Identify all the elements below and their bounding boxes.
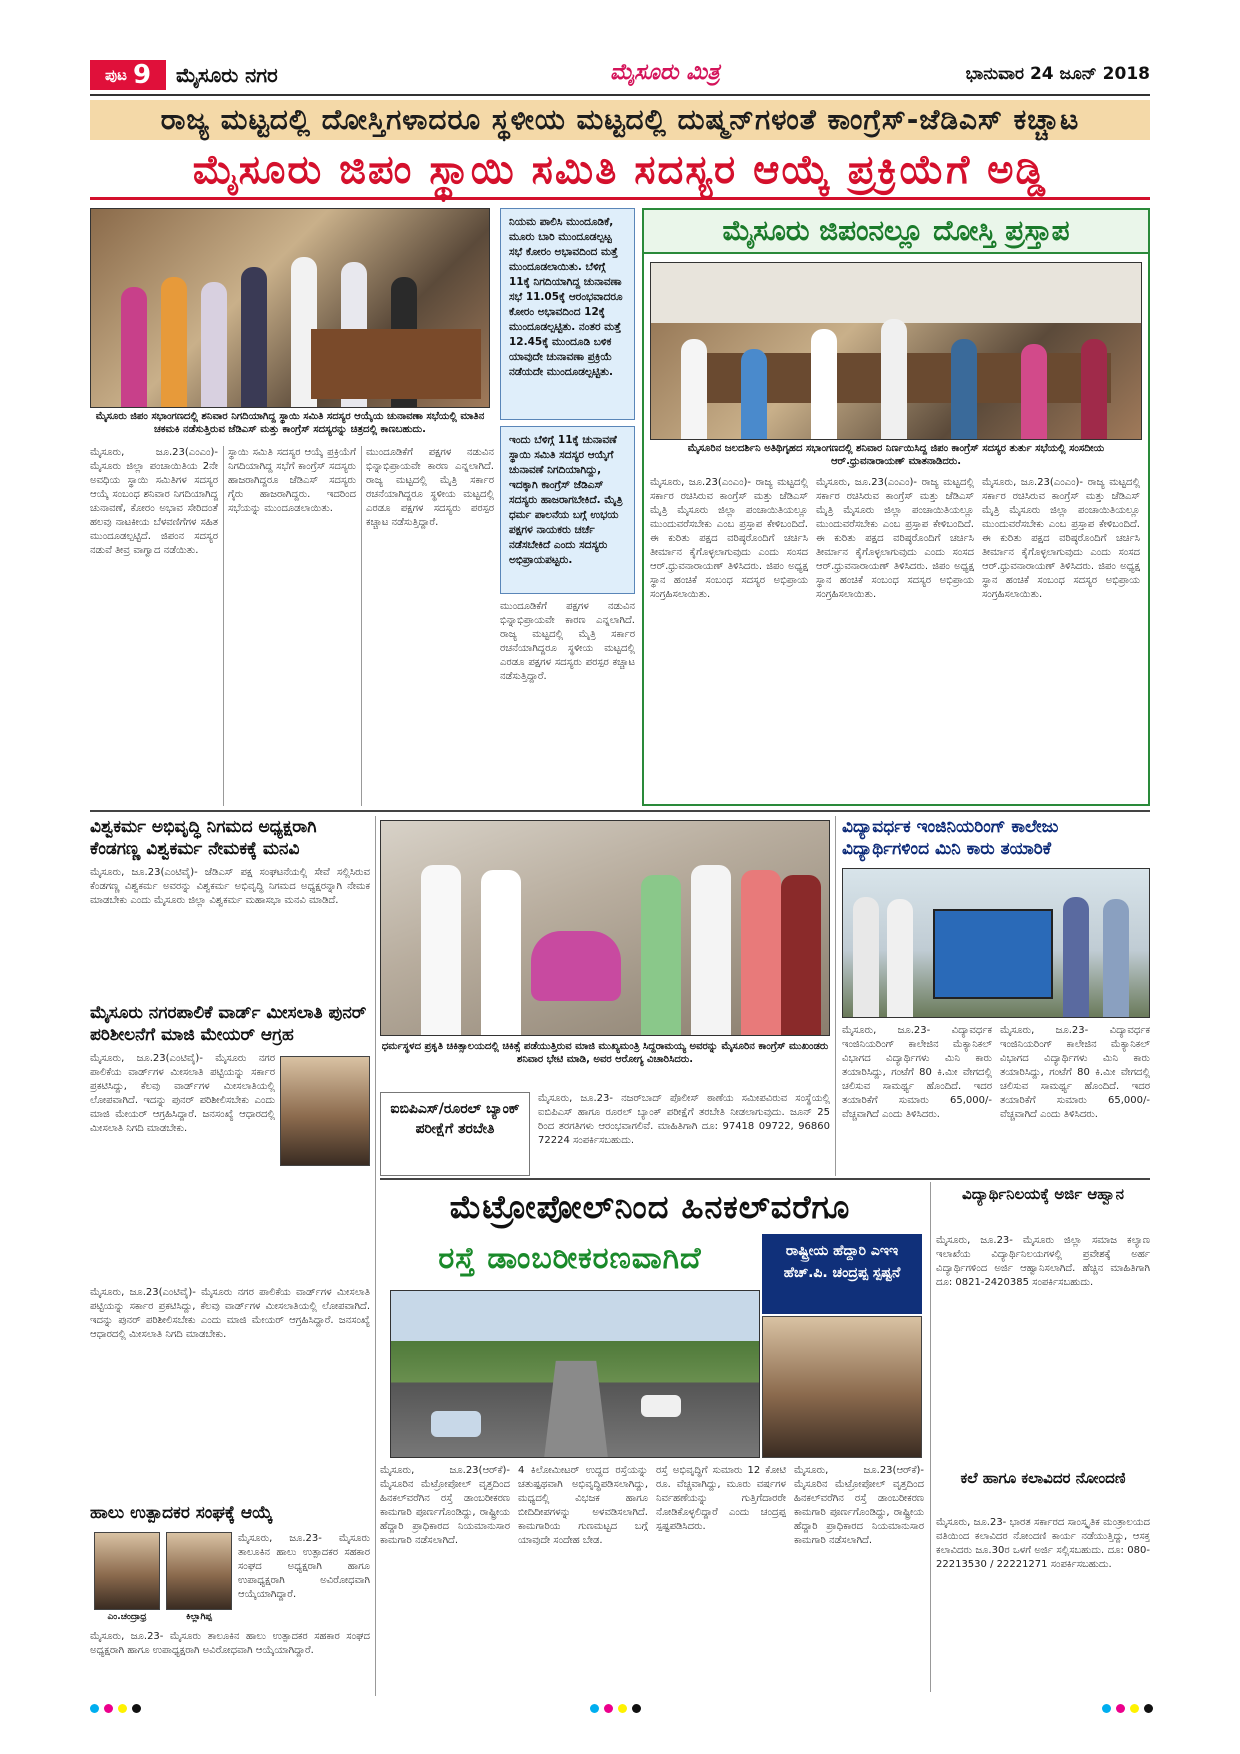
bank-coaching-box: ಐಬಿಪಿಎಸ್/ರೂರಲ್ ಬ್ಯಾಂಕ್ ಪರೀಕ್ಷೆಗೆ ತರಬೇತಿ bbox=[380, 1092, 530, 1176]
column-divider bbox=[361, 446, 362, 806]
former-mayor-portrait bbox=[280, 1056, 370, 1166]
dairy-president-photo bbox=[94, 1532, 160, 1610]
dairy-vice-president-name: ಕಿಲ್ಲಾಗಿಪ್ಪ bbox=[186, 1612, 212, 1622]
visit-photo-caption: ಧರ್ಮಸ್ಥಳದ ಪ್ರಕೃತಿ ಚಿಕಿತ್ಸಾಲಯದಲ್ಲಿ ಚಿಕಿತ್ಸೆ ಪಡೆಯುತ್ತಿರುವ ಮಾಜಿ ಮುಖ್ಯಮಂತ್ರಿ ಸಿದ್ದರಾಮಯ್ಯ ಅವರನ್ನು ಮೈಸೂರಿನ ಕಾಂಗ್ರೆಸ್ ಮುಖಂಡರು ಶನಿವಾರ ಭೇಟಿ ಮಾಡಿ, ಅವರ ಆರೋಗ್ಯ ವಿಚಾರಿಸಿದರು. bbox=[380, 1040, 830, 1084]
ward-headline: ಮೈಸೂರು ನಗರಪಾಲಿಕೆ ವಾರ್ಡ್ ಮೀಸಲಾತಿ ಪುನರ್ ಪರಿಶೀಲನೆಗೆ ಮಾಜಿ ಮೇಯರ್ ಆಗ್ರಹ bbox=[90, 1003, 367, 1045]
page-label: ಪುಟ bbox=[104, 66, 127, 84]
lead-body-col-1: ಮೈಸೂರು, ಜೂ.23(ಎಂಎಂ)- ಮೈಸೂರು ಜಿಲ್ಲಾ ಪಂಚಾಯಿತಿಯ 2ನೇ ಅವಧಿಯ ಸ್ಥಾಯಿ ಸಮಿತಿಗಳ ಸದಸ್ಯರ ಆಯ್ಕೆ ಸಂಬಂಧ ಶನಿವಾರ ನಿಗದಿಯಾಗಿದ್ದ ಚುನಾವಣೆ, ಕೋರಂ ಅಭಾವ ಸೇರಿದಂತೆ ಹಲವು ನಾಟಕೀಯ ಬೆಳವಣಿಗೆಗಳ ಸಹಿತ ಮುಂದೂಡಲ್ಪಟ್ಟಿದೆ. ಜಿಪಂನ ಸದಸ್ಯರ ನಡುವೆ ತೀವ್ರ ವಾಗ್ವಾದ ನಡೆಯಿತು. bbox=[90, 447, 218, 556]
column-divider bbox=[930, 1182, 931, 1692]
dosti-photo-caption: ಮೈಸೂರಿನ ಜಲದರ್ಶಿನಿ ಅತಿಥಿಗೃಹದ ಸಭಾಂಗಣದಲ್ಲಿ ಶನಿವಾರ ನಿರ್ಣಯಿಸಿದ್ದ ಜಿಪಂ ಕಾಂಗ್ರೆಸ್ ಸದಸ್ಯರ ತುರ್ತು ಸಭೆಯಲ್ಲಿ ಸಂಸದೀಯ ಆರ್.ಧ್ರುವನಾರಾಯಣ್ ಮಾತನಾಡಿದರು. bbox=[650, 442, 1142, 470]
council-photo-caption: ಮೈಸೂರು ಜಿಪಂ ಸಭಾಂಗಣದಲ್ಲಿ ಶನಿವಾರ ನಿಗದಿಯಾಗಿದ್ದ ಸ್ಥಾಯಿ ಸಮಿತಿ ಸದಸ್ಯರ ಆಯ್ಕೆಯ ಚುನಾವಣಾ ಸಭೆಯಲ್ಲಿ ಮಾತಿನ ಚಕಮಕಿ ನಡೆಸುತ್ತಿರುವ ಜೆಡಿಎಸ್ ಮತ್ತು ಕಾಂಗ್ರೆಸ್ ಸದಸ್ಯರನ್ನು ಚಿತ್ರದಲ್ಲಿ ಕಾಣಬಹುದು. bbox=[90, 410, 490, 440]
column-divider bbox=[375, 816, 376, 1696]
metro-body-col-4: ಮೈಸೂರು, ಜೂ.23(ಆರ್‌ಕೆ)- ಮೈಸೂರಿನ ಮೆಟ್ರೋಪೋಲ್ ವೃತ್ತದಿಂದ ಹಿನಕಲ್‌ವರೆಗಿನ ರಸ್ತೆ ಡಾಂಬರೀಕರಣ ಕಾಮಗಾರಿ ಪೂರ್ಣಗೊಂಡಿದ್ದು, ರಾಷ್ಟ್ರೀಯ ಹೆದ್ದಾರಿ ಪ್ರಾಧಿಕಾರದ ನಿಯಮಾನುಸಾರ ಕಾಮಗಾರಿ ನಡೆಸಲಾಗಿದೆ. bbox=[794, 1465, 924, 1546]
metro-headline: ಮೆಟ್ರೋಪೋಲ್‌ನಿಂದ ಹಿನಕಲ್‌ವರೆಗೂ bbox=[449, 1187, 851, 1226]
vishwakarma-body: ಮೈಸೂರು, ಜೂ.23(ಎಂಟಿವೈ)- ಜೆಡಿಎಸ್ ಪಕ್ಷ ಸಂಘಟನೆಯಲ್ಲಿ ಸೇವೆ ಸಲ್ಲಿಸಿರುವ ಕೆಂಡಗಣ್ಣ ವಿಶ್ವಕರ್ಮ ಅವರನ್ನು ವಿಶ್ವಕರ್ಮ ಅಭಿವೃದ್ಧಿ ನಿಗಮದ ಅಧ್ಯಕ್ಷರನ್ನಾಗಿ ನೇಮಕ ಮಾಡಬೇಕು ಎಂದು ಮೈಸೂರು ಜಿಲ್ಲಾ ವಿಶ್ವಕರ್ಮ ಮಹಾಸಭಾ ಮನವಿ ಮಾಡಿದೆ. bbox=[90, 867, 370, 906]
section-name: ಮೈಸೂರು ನಗರ bbox=[176, 63, 278, 87]
lead-body-col-2: ಸ್ಥಾಯಿ ಸಮಿತಿ ಸದಸ್ಯರ ಆಯ್ಕೆ ಪ್ರಕ್ರಿಯೆಗೆ ನಿಗದಿಯಾಗಿದ್ದ ಸಭೆಗೆ ಕಾಂಗ್ರೆಸ್ ಸದಸ್ಯರು ಹಾಜರಾಗಿದ್ದರೂ ಜೆಡಿಎಸ್ ಸದಸ್ಯರು ಗೈರು ಹಾಜರಾಗಿದ್ದರು. ಇದರಿಂದ ಸಭೆಯನ್ನು ಮುಂದೂಡಲಾಯಿತು. bbox=[228, 447, 356, 514]
mini-car-body-col-2: ಮೈಸೂರು, ಜೂ.23- ವಿದ್ಯಾವರ್ಧಕ ಇಂಜಿನಿಯರಿಂಗ್ ಕಾಲೇಜಿನ ಮೆಕ್ಯಾನಿಕಲ್ ವಿಭಾಗದ ವಿದ್ಯಾರ್ಥಿಗಳು ಮಿನಿ ಕಾರು ತಯಾರಿಸಿದ್ದು, ಗಂಟೆಗೆ 80 ಕಿ.ಮೀ ವೇಗದಲ್ಲಿ ಚಲಿಸುವ ಸಾಮರ್ಥ್ಯ ಹೊಂದಿದೆ. ಇದರ ತಯಾರಿಕೆಗೆ ಸುಮಾರು 65,000/- ವೆಚ್ಚವಾಗಿದೆ ಎಂದು ತಿಳಿಸಿದರು. bbox=[1000, 1025, 1150, 1120]
road-photo bbox=[390, 1290, 760, 1458]
column-divider bbox=[223, 446, 224, 806]
mini-car-photo bbox=[842, 868, 1150, 1018]
pull-quote-1: ನಿಯಮ ಪಾಲಿಸಿ ಮುಂದೂಡಿಕೆ, ಮೂರು ಬಾರಿ ಮುಂದೂಡಲ್ಪಟ್ಟ ಸಭೆ ಕೋರಂ ಅಭಾವದಿಂದ ಮತ್ತೆ ಮುಂದೂಡಲಾಯಿತು. ಬೆಳಿಗ್ಗೆ 11ಕ್ಕೆ ನಿಗದಿಯಾಗಿದ್ದ ಚುನಾವಣಾ ಸಭೆ 11.05ಕ್ಕೆ ಆರಂಭವಾದರೂ ಕೋರಂ ಅಭಾವದಿಂದ 12ಕ್ಕೆ ಮುಂದೂಡಲ್ಪಟ್ಟಿತು. ನಂತರ ಮತ್ತೆ 12.45ಕ್ಕೆ ಮುಂದೂಡಿ ಬಳಿಕ ಯಾವುದೇ ಚುನಾವಣಾ ಪ್ರಕ್ರಿಯೆ ನಡೆಯದೇ ಮುಂದೂಡಲ್ಪಟ್ಟಿತು. bbox=[500, 208, 635, 420]
mini-car-body-col-1: ಮೈಸೂರು, ಜೂ.23- ವಿದ್ಯಾವರ್ಧಕ ಇಂಜಿನಿಯರಿಂಗ್ ಕಾಲೇಜಿನ ಮೆಕ್ಯಾನಿಕಲ್ ವಿಭಾಗದ ವಿದ್ಯಾರ್ಥಿಗಳು ಮಿನಿ ಕಾರು ತಯಾರಿಸಿದ್ದು, ಗಂಟೆಗೆ 80 ಕಿ.ಮೀ ವೇಗದಲ್ಲಿ ಚಲಿಸುವ ಸಾಮರ್ಥ್ಯ ಹೊಂದಿದೆ. ಇದರ ತಯಾರಿಕೆಗೆ ಸುಮಾರು 65,000/- ವೆಚ್ಚವಾಗಿದೆ ಎಂದು ತಿಳಿಸಿದರು. bbox=[842, 1025, 992, 1120]
lead-body-col-3: ಮುಂದೂಡಿಕೆಗೆ ಪಕ್ಷಗಳ ನಡುವಿನ ಭಿನ್ನಾಭಿಪ್ರಾಯವೇ ಕಾರಣ ಎನ್ನಲಾಗಿದೆ. ರಾಜ್ಯ ಮಟ್ಟದಲ್ಲಿ ಮೈತ್ರಿ ಸರ್ಕಾರ ರಚನೆಯಾಗಿದ್ದರೂ ಸ್ಥಳೀಯ ಮಟ್ಟದಲ್ಲಿ ಎರಡೂ ಪಕ್ಷಗಳ ಸದಸ್ಯರು ಪರಸ್ಪರ ಕಚ್ಚಾಟ ನಡೆಸುತ್ತಿದ್ದಾರೆ. bbox=[366, 447, 494, 528]
dosti-headline: ಮೈಸೂರು ಜಿಪಂನಲ್ಲೂ ದೋಸ್ತಿ ಪ್ರಸ್ತಾಪ bbox=[644, 210, 1148, 254]
page-number-tag bbox=[90, 60, 166, 90]
lead-kicker: ರಾಜ್ಯ ಮಟ್ಟದಲ್ಲಿ ದೋಸ್ತಿಗಳಾದರೂ ಸ್ಥಳೀಯ ಮಟ್ಟದಲ್ಲಿ ದುಷ್ಮನ್‌ಗಳಂತೆ ಕಾಂಗ್ರೆಸ್-ಜೆಡಿಎಸ್ ಕಚ್ಚಾಟ bbox=[90, 100, 1150, 140]
dosti-body-col-1: ಮೈಸೂರು, ಜೂ.23(ಎಂಎಂ)- ರಾಜ್ಯ ಮಟ್ಟದಲ್ಲಿ ಸರ್ಕಾರ ರಚಿಸಿರುವ ಕಾಂಗ್ರೆಸ್ ಮತ್ತು ಜೆಡಿಎಸ್ ಮೈತ್ರಿ ಮೈಸೂರು ಜಿಲ್ಲಾ ಪಂಚಾಯಿತಿಯಲ್ಲೂ ಮುಂದುವರೆಸಬೇಕು ಎಂಬ ಪ್ರಸ್ತಾಪ ಕೇಳಿಬಂದಿದೆ. ಈ ಕುರಿತು ಪಕ್ಷದ ವರಿಷ್ಠರೊಂದಿಗೆ ಚರ್ಚಿಸಿ ತೀರ್ಮಾನ ಕೈಗೊಳ್ಳಲಾಗುವುದು ಎಂದು ಸಂಸದ ಆರ್.ಧ್ರುವನಾರಾಯಣ್ ತಿಳಿಸಿದರು. ಜಿಪಂ ಅಧ್ಯಕ್ಷ ಸ್ಥಾನ ಹಂಚಿಕೆ ಸಂಬಂಧ ಸದಸ್ಯರ ಅಭಿಪ್ರಾಯ ಸಂಗ್ರಹಿಸಲಾಯಿತು. bbox=[650, 477, 808, 600]
dairy-society-body: ಮೈಸೂರು, ಜೂ.23- ಮೈಸೂರು ತಾಲೂಕಿನ ಹಾಲು ಉತ್ಪಾದಕರ ಸಹಕಾರ ಸಂಘದ ಅಧ್ಯಕ್ಷರಾಗಿ ಹಾಗೂ ಉಪಾಧ್ಯಕ್ಷರಾಗಿ ಅವಿರೋಧವಾಗಿ ಆಯ್ಕೆಯಾಗಿದ್ದಾರೆ. bbox=[238, 1533, 370, 1600]
dairy-society-headline: ಹಾಲು ಉತ್ಪಾದಕರ ಸಂಘಕ್ಕೆ ಆಯ್ಕೆ bbox=[90, 1503, 273, 1523]
registration-marks-center bbox=[590, 1704, 641, 1713]
issue-date: ಭಾನುವಾರ 24 ಜೂನ್ 2018 bbox=[965, 64, 1150, 84]
newspaper-page bbox=[90, 58, 1150, 1718]
dosti-story-box bbox=[642, 208, 1150, 806]
page-number: 9 bbox=[132, 60, 152, 90]
metro-body-col-2: 4 ಕಿಲೋಮೀಟರ್ ಉದ್ದದ ರಸ್ತೆಯನ್ನು ಚತುಷ್ಪಥವಾಗಿ ಅಭಿವೃದ್ಧಿಪಡಿಸಲಾಗಿದ್ದು, ಮಧ್ಯದಲ್ಲಿ ವಿಭಜಕ ಹಾಗೂ ಬೀದಿದೀಪಗಳನ್ನು ಅಳವಡಿಸಲಾಗಿದೆ. ಕಾಮಗಾರಿಯ ಗುಣಮಟ್ಟದ ಬಗ್ಗೆ ಯಾವುದೇ ಸಂದೇಹ ಬೇಡ. bbox=[518, 1465, 648, 1546]
siddaramaiah-visit-photo bbox=[380, 820, 830, 1036]
metro-subhead: ರಸ್ತೆ ಡಾಂಬರೀಕರಣವಾಗಿದೆ bbox=[438, 1240, 702, 1276]
lead-continued-text: ಮುಂದೂಡಿಕೆಗೆ ಪಕ್ಷಗಳ ನಡುವಿನ ಭಿನ್ನಾಭಿಪ್ರಾಯವೇ ಕಾರಣ ಎನ್ನಲಾಗಿದೆ. ರಾಜ್ಯ ಮಟ್ಟದಲ್ಲಿ ಮೈತ್ರಿ ಸರ್ಕಾರ ರಚನೆಯಾಗಿದ್ದರೂ ಸ್ಥಳೀಯ ಮಟ್ಟದಲ್ಲಿ ಎರಡೂ ಪಕ್ಷಗಳ ಸದಸ್ಯರು ಪರಸ್ಪರ ಕಚ್ಚಾಟ ನಡೆಸುತ್ತಿದ್ದಾರೆ. bbox=[500, 601, 635, 682]
vishwakarma-headline: ವಿಶ್ವಕರ್ಮ ಅಭಿವೃದ್ಧಿ ನಿಗಮದ ಅಧ್ಯಕ್ಷರಾಗಿ ಕೆಂಡಗಣ್ಣ ವಿಶ್ವಕರ್ಮ ನೇಮಕಕ್ಕೆ ಮನವಿ bbox=[90, 817, 317, 859]
column-divider bbox=[835, 816, 836, 1176]
hostel-headline: ವಿದ್ಯಾರ್ಥಿನಿಲಯಕ್ಕೆ ಅರ್ಜಿ ಆಹ್ವಾನ bbox=[962, 1185, 1124, 1203]
registration-marks-left bbox=[90, 1704, 141, 1713]
section-divider bbox=[90, 810, 1150, 812]
dairy-society-body-continued: ಮೈಸೂರು, ಜೂ.23- ಮೈಸೂರು ತಾಲೂಕಿನ ಹಾಲು ಉತ್ಪಾದಕರ ಸಹಕಾರ ಸಂಘದ ಅಧ್ಯಕ್ಷರಾಗಿ ಹಾಗೂ ಉಪಾಧ್ಯಕ್ಷರಾಗಿ ಅವಿರೋಧವಾಗಿ ಆಯ್ಕೆಯಾಗಿದ್ದಾರೆ. bbox=[90, 1631, 370, 1656]
artist-registration-body: ಮೈಸೂರು, ಜೂ.23- ಭಾರತ ಸರ್ಕಾರದ ಸಾಂಸ್ಕೃತಿಕ ಮಂತ್ರಾಲಯದ ವತಿಯಿಂದ ಕಲಾವಿದರ ನೋಂದಣಿ ಕಾರ್ಯ ನಡೆಯುತ್ತಿದ್ದು, ಆಸಕ್ತ ಕಲಾವಿದರು ಜೂ.30ರ ಒಳಗೆ ಅರ್ಜಿ ಸಲ್ಲಿಸಬಹುದು. ದೂ: 080-22213530 / 22221271 ಸಂಪರ್ಕಿಸಬಹುದು. bbox=[936, 1517, 1150, 1570]
masthead-rule bbox=[90, 94, 1150, 96]
hostel-body: ಮೈಸೂರು, ಜೂ.23- ಮೈಸೂರು ಜಿಲ್ಲಾ ಸಮಾಜ ಕಲ್ಯಾಣ ಇಲಾಖೆಯ ವಿದ್ಯಾರ್ಥಿನಿಲಯಗಳಲ್ಲಿ ಪ್ರವೇಶಕ್ಕೆ ಅರ್ಹ ವಿದ್ಯಾರ್ಥಿಗಳಿಂದ ಅರ್ಜಿ ಆಹ್ವಾನಿಸಲಾಗಿದೆ. ಹೆಚ್ಚಿನ ಮಾಹಿತಿಗಾಗಿ ದೂ: 0821-2420385 ಸಂಪರ್ಕಿಸಬಹುದು. bbox=[936, 1235, 1150, 1288]
ward-body: ಮೈಸೂರು, ಜೂ.23(ಎಂಟಿವೈ)- ಮೈಸೂರು ನಗರ ಪಾಲಿಕೆಯ ವಾರ್ಡ್‌ಗಳ ಮೀಸಲಾತಿ ಪಟ್ಟಿಯನ್ನು ಸರ್ಕಾರ ಪ್ರಕಟಿಸಿದ್ದು, ಕೆಲವು ವಾರ್ಡ್‌ಗಳ ಮೀಸಲಾತಿಯಲ್ಲಿ ಲೋಪವಾಗಿದೆ. ಇದನ್ನು ಪುನರ್ ಪರಿಶೀಲಿಸಬೇಕು ಎಂದು ಮಾಜಿ ಮೇಯರ್ ಆಗ್ರಹಿಸಿದ್ದಾರೆ. ಜನಸಂಖ್ಯೆ ಆಧಾರದಲ್ಲಿ ಮೀಸಲಾತಿ ನಿಗದಿ ಮಾಡಬೇಕು. bbox=[90, 1053, 275, 1134]
dosti-body-col-3: ಮೈಸೂರು, ಜೂ.23(ಎಂಎಂ)- ರಾಜ್ಯ ಮಟ್ಟದಲ್ಲಿ ಸರ್ಕಾರ ರಚಿಸಿರುವ ಕಾಂಗ್ರೆಸ್ ಮತ್ತು ಜೆಡಿಎಸ್ ಮೈತ್ರಿ ಮೈಸೂರು ಜಿಲ್ಲಾ ಪಂಚಾಯಿತಿಯಲ್ಲೂ ಮುಂದುವರೆಸಬೇಕು ಎಂಬ ಪ್ರಸ್ತಾಪ ಕೇಳಿಬಂದಿದೆ. ಈ ಕುರಿತು ಪಕ್ಷದ ವರಿಷ್ಠರೊಂದಿಗೆ ಚರ್ಚಿಸಿ ತೀರ್ಮಾನ ಕೈಗೊಳ್ಳಲಾಗುವುದು ಎಂದು ಸಂಸದ ಆರ್.ಧ್ರುವನಾರಾಯಣ್ ತಿಳಿಸಿದರು. ಜಿಪಂ ಅಧ್ಯಕ್ಷ ಸ್ಥಾನ ಹಂಚಿಕೆ ಸಂಬಂಧ ಸದಸ್ಯರ ಅಭಿಪ್ರಾಯ ಸಂಗ್ರಹಿಸಲಾಯಿತು. bbox=[982, 477, 1140, 600]
ward-body-continued: ಮೈಸೂರು, ಜೂ.23(ಎಂಟಿವೈ)- ಮೈಸೂರು ನಗರ ಪಾಲಿಕೆಯ ವಾರ್ಡ್‌ಗಳ ಮೀಸಲಾತಿ ಪಟ್ಟಿಯನ್ನು ಸರ್ಕಾರ ಪ್ರಕಟಿಸಿದ್ದು, ಕೆಲವು ವಾರ್ಡ್‌ಗಳ ಮೀಸಲಾತಿಯಲ್ಲಿ ಲೋಪವಾಗಿದೆ. ಇದನ್ನು ಪುನರ್ ಪರಿಶೀಲಿಸಬೇಕು ಎಂದು ಮಾಜಿ ಮೇಯರ್ ಆಗ್ರಹಿಸಿದ್ದಾರೆ. ಜನಸಂಖ್ಯೆ ಆಧಾರದಲ್ಲಿ ಮೀಸಲಾತಿ ನಿಗದಿ ಮಾಡಬೇಕು. bbox=[90, 1287, 370, 1340]
registration-marks-right bbox=[1102, 1704, 1153, 1713]
congress-meeting-photo bbox=[650, 262, 1142, 440]
metro-body-col-3: ರಸ್ತೆ ಅಭಿವೃದ್ಧಿಗೆ ಸುಮಾರು 12 ಕೋಟಿ ರೂ. ವೆಚ್ಚವಾಗಿದ್ದು, ಮೂರು ವರ್ಷಗಳ ನಿರ್ವಹಣೆಯನ್ನು ಗುತ್ತಿಗೆದಾರರೇ ನೋಡಿಕೊಳ್ಳಲಿದ್ದಾರೆ ಎಂದು ಚಂದ್ರಪ್ಪ ಸ್ಪಷ್ಟಪಡಿಸಿದರು. bbox=[656, 1465, 786, 1532]
highway-officer-box: ರಾಷ್ಟ್ರೀಯ ಹೆದ್ದಾರಿ ಎಇಇ ಹೆಚ್.ಪಿ. ಚಂದ್ರಪ್ಪ ಸ್ಪಷ್ಟನೆ bbox=[762, 1234, 922, 1314]
council-meeting-photo bbox=[90, 208, 490, 408]
masthead bbox=[90, 58, 1150, 92]
paper-name: ಮೈಸೂರು ಮಿತ್ರ bbox=[610, 60, 720, 85]
metro-body-col-1: ಮೈಸೂರು, ಜೂ.23(ಆರ್‌ಕೆ)- ಮೈಸೂರಿನ ಮೆಟ್ರೋಪೋಲ್ ವೃತ್ತದಿಂದ ಹಿನಕಲ್‌ವರೆಗಿನ ರಸ್ತೆ ಡಾಂಬರೀಕರಣ ಕಾಮಗಾರಿ ಪೂರ್ಣಗೊಂಡಿದ್ದು, ರಾಷ್ಟ್ರೀಯ ಹೆದ್ದಾರಿ ಪ್ರಾಧಿಕಾರದ ನಿಯಮಾನುಸಾರ ಕಾಮಗಾರಿ ನಡೆಸಲಾಗಿದೆ. bbox=[380, 1465, 510, 1546]
pull-quote-2: ಇಂದು ಬೆಳಿಗ್ಗೆ 11ಕ್ಕೆ ಚುನಾವಣೆ ಸ್ಥಾಯಿ ಸಮಿತಿ ಸದಸ್ಯರ ಆಯ್ಕೆಗೆ ಚುನಾವಣೆ ನಿಗದಿಯಾಗಿದ್ದು, ಇದಕ್ಕಾಗಿ ಕಾಂಗ್ರೆಸ್ ಜೆಡಿಎಸ್ ಸದಸ್ಯರು ಹಾಜರಾಗಬೇಕಿದೆ. ಮೈತ್ರಿ ಧರ್ಮ ಪಾಲನೆಯ ಬಗ್ಗೆ ಉಭಯ ಪಕ್ಷಗಳ ನಾಯಕರು ಚರ್ಚೆ ನಡೆಸಬೇಕಿದೆ ಎಂದು ಸದಸ್ಯರು ಅಭಿಪ್ರಾಯಪಟ್ಟರು. bbox=[500, 426, 635, 594]
bank-coaching-body: ಮೈಸೂರು, ಜೂ.23- ನಜರ್‌ಬಾದ್ ಪೊಲೀಸ್ ಠಾಣೆಯ ಸಮೀಪವಿರುವ ಸಂಸ್ಥೆಯಲ್ಲಿ ಐಬಿಪಿಎಸ್ ಹಾಗೂ ರೂರಲ್ ಬ್ಯಾಂಕ್ ಪರೀಕ್ಷೆಗೆ ತರಬೇತಿ ನೀಡಲಾಗುವುದು. ಜೂನ್ 25 ರಿಂದ ತರಗತಿಗಳು ಆರಂಭವಾಗಲಿವೆ. ಮಾಹಿತಿಗಾಗಿ ದೂ: 97418 09722, 96860 72224 ಸಂಪರ್ಕಿಸಬಹುದು. bbox=[538, 1093, 830, 1146]
lead-headline: ಮೈಸೂರು ಜಿಪಂ ಸ್ಥಾಯಿ ಸಮಿತಿ ಸದಸ್ಯರ ಆಯ್ಕೆ ಪ್ರಕ್ರಿಯೆಗೆ ಅಡ್ಡಿ bbox=[90, 142, 1150, 200]
dosti-body-col-2: ಮೈಸೂರು, ಜೂ.23(ಎಂಎಂ)- ರಾಜ್ಯ ಮಟ್ಟದಲ್ಲಿ ಸರ್ಕಾರ ರಚಿಸಿರುವ ಕಾಂಗ್ರೆಸ್ ಮತ್ತು ಜೆಡಿಎಸ್ ಮೈತ್ರಿ ಮೈಸೂರು ಜಿಲ್ಲಾ ಪಂಚಾಯಿತಿಯಲ್ಲೂ ಮುಂದುವರೆಸಬೇಕು ಎಂಬ ಪ್ರಸ್ತಾಪ ಕೇಳಿಬಂದಿದೆ. ಈ ಕುರಿತು ಪಕ್ಷದ ವರಿಷ್ಠರೊಂದಿಗೆ ಚರ್ಚಿಸಿ ತೀರ್ಮಾನ ಕೈಗೊಳ್ಳಲಾಗುವುದು ಎಂದು ಸಂಸದ ಆರ್.ಧ್ರುವನಾರಾಯಣ್ ತಿಳಿಸಿದರು. ಜಿಪಂ ಅಧ್ಯಕ್ಷ ಸ್ಥಾನ ಹಂಚಿಕೆ ಸಂಬಂಧ ಸದಸ್ಯರ ಅಭಿಪ್ರಾಯ ಸಂಗ್ರಹಿಸಲಾಯಿತು. bbox=[816, 477, 974, 600]
section-divider bbox=[380, 1178, 1150, 1180]
dairy-vice-president-photo bbox=[166, 1532, 232, 1610]
dairy-president-name: ಎಂ.ಚಂದ್ರಾಧ್ರ bbox=[107, 1612, 147, 1622]
officer-portrait bbox=[762, 1316, 922, 1458]
mini-car-headline: ವಿದ್ಯಾವರ್ಧಕ ಇಂಜಿನಿಯರಿಂಗ್ ಕಾಲೇಜು ವಿದ್ಯಾರ್ಥಿಗಳಿಂದ ಮಿನಿ ಕಾರು ತಯಾರಿಕೆ bbox=[842, 817, 1059, 859]
artist-registration-headline: ಕಲೆ ಹಾಗೂ ಕಲಾವಿದರ ನೋಂದಣಿ bbox=[960, 1469, 1126, 1487]
